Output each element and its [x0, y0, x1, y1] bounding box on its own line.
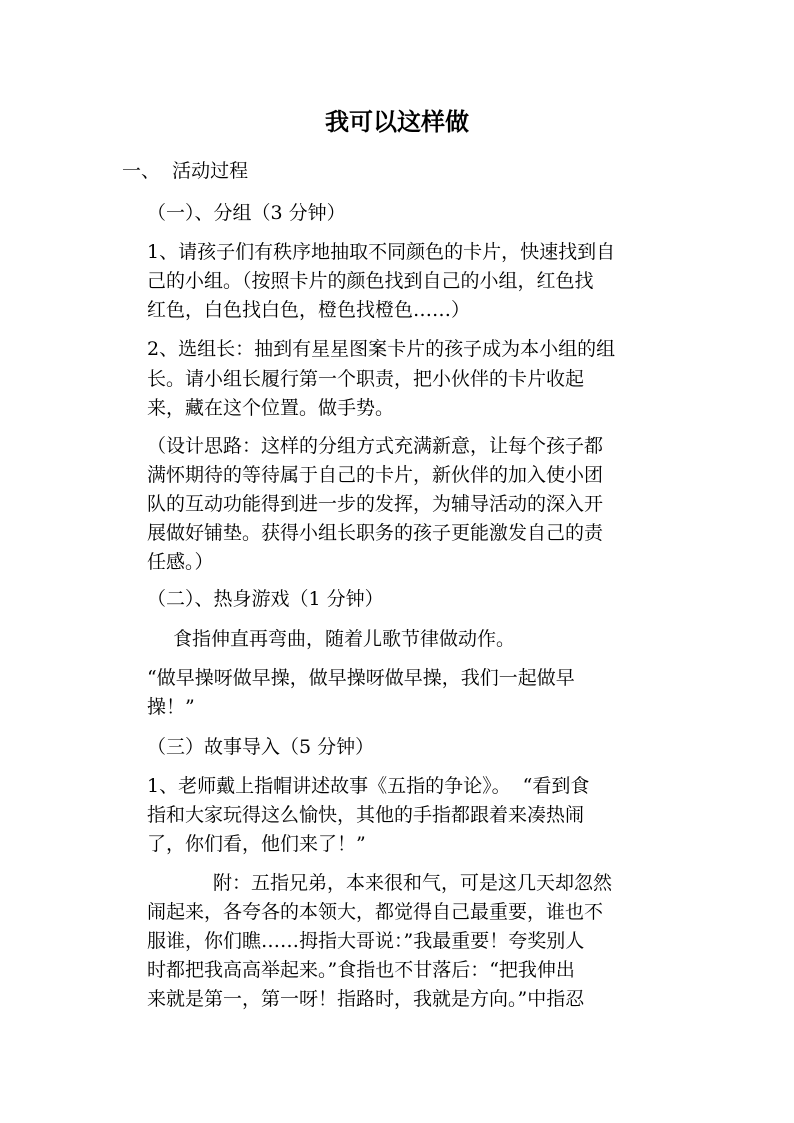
paragraph-line: 长。请小组长履行第一个职责，把小伙伴的卡片收起 [147, 368, 585, 390]
paragraph-line: 红色，白色找白色，橙色找橙色……） [147, 299, 471, 321]
section-heading: 一、 活动过程 [122, 160, 249, 182]
paragraph-line: 满怀期待的等待属于自己的卡片，新伙伴的加入使小团 [147, 464, 604, 486]
part-3-heading: （三）故事导入（5 分钟） [147, 736, 375, 758]
paragraph-line: 来，藏在这个位置。做手势。 [147, 397, 395, 419]
paragraph-line: 来就是第一，第一呀！指路时，我就是方向。”中指忍 [147, 988, 585, 1010]
paragraph-line: 2、选组长：抽到有星星图案卡片的孩子成为本小组的组 [147, 338, 616, 360]
part-2-heading: （二）、热身游戏（1 分钟） [147, 588, 384, 610]
paragraph-line: 时都把我高高举起来。”食指也不甘落后：“把我伸出 [147, 959, 575, 981]
paragraph-line: 展做好铺垫。获得小组长职务的孩子更能激发自己的责 [147, 522, 604, 544]
paragraph-line: 附：五指兄弟，本来很和气，可是这几天却忽然 [213, 872, 613, 894]
paragraph-line: 1、老师戴上指帽讲述故事《五指的争论》。 “看到食 [147, 775, 590, 797]
paragraph-line: 食指伸直再弯曲，随着儿歌节律做动作。 [173, 628, 516, 650]
document-title: 我可以这样做 [325, 108, 469, 136]
paragraph-line: 操！” [147, 696, 195, 718]
paragraph-line: 指和大家玩得这么愉快，其他的手指都跟着来凑热闹 [147, 804, 585, 826]
paragraph-line: 己的小组。（按照卡片的颜色找到自己的小组，红色找 [147, 270, 594, 292]
paragraph-line: 1、请孩子们有秩序地抽取不同颜色的卡片，快速找到自 [147, 241, 616, 263]
paragraph-line: 了，你们看，他们来了！” [147, 833, 366, 855]
paragraph-line: （设计思路：这样的分组方式充满新意，让每个孩子都 [147, 435, 604, 457]
paragraph-line: 闹起来，各夸各的本领大，都觉得自己最重要，谁也不 [147, 901, 604, 923]
paragraph-line: 队的互动功能得到进一步的发挥，为辅导活动的深入开 [147, 493, 604, 515]
paragraph-line: “做早操呀做早操，做早操呀做早操，我们一起做早 [147, 667, 575, 689]
paragraph-line: 任感。） [147, 551, 214, 573]
paragraph-line: 服谁，你们瞧……拇指大哥说：”我最重要！夸奖别人 [147, 930, 585, 952]
part-1-heading: （一）、分组（3 分钟） [147, 202, 346, 224]
